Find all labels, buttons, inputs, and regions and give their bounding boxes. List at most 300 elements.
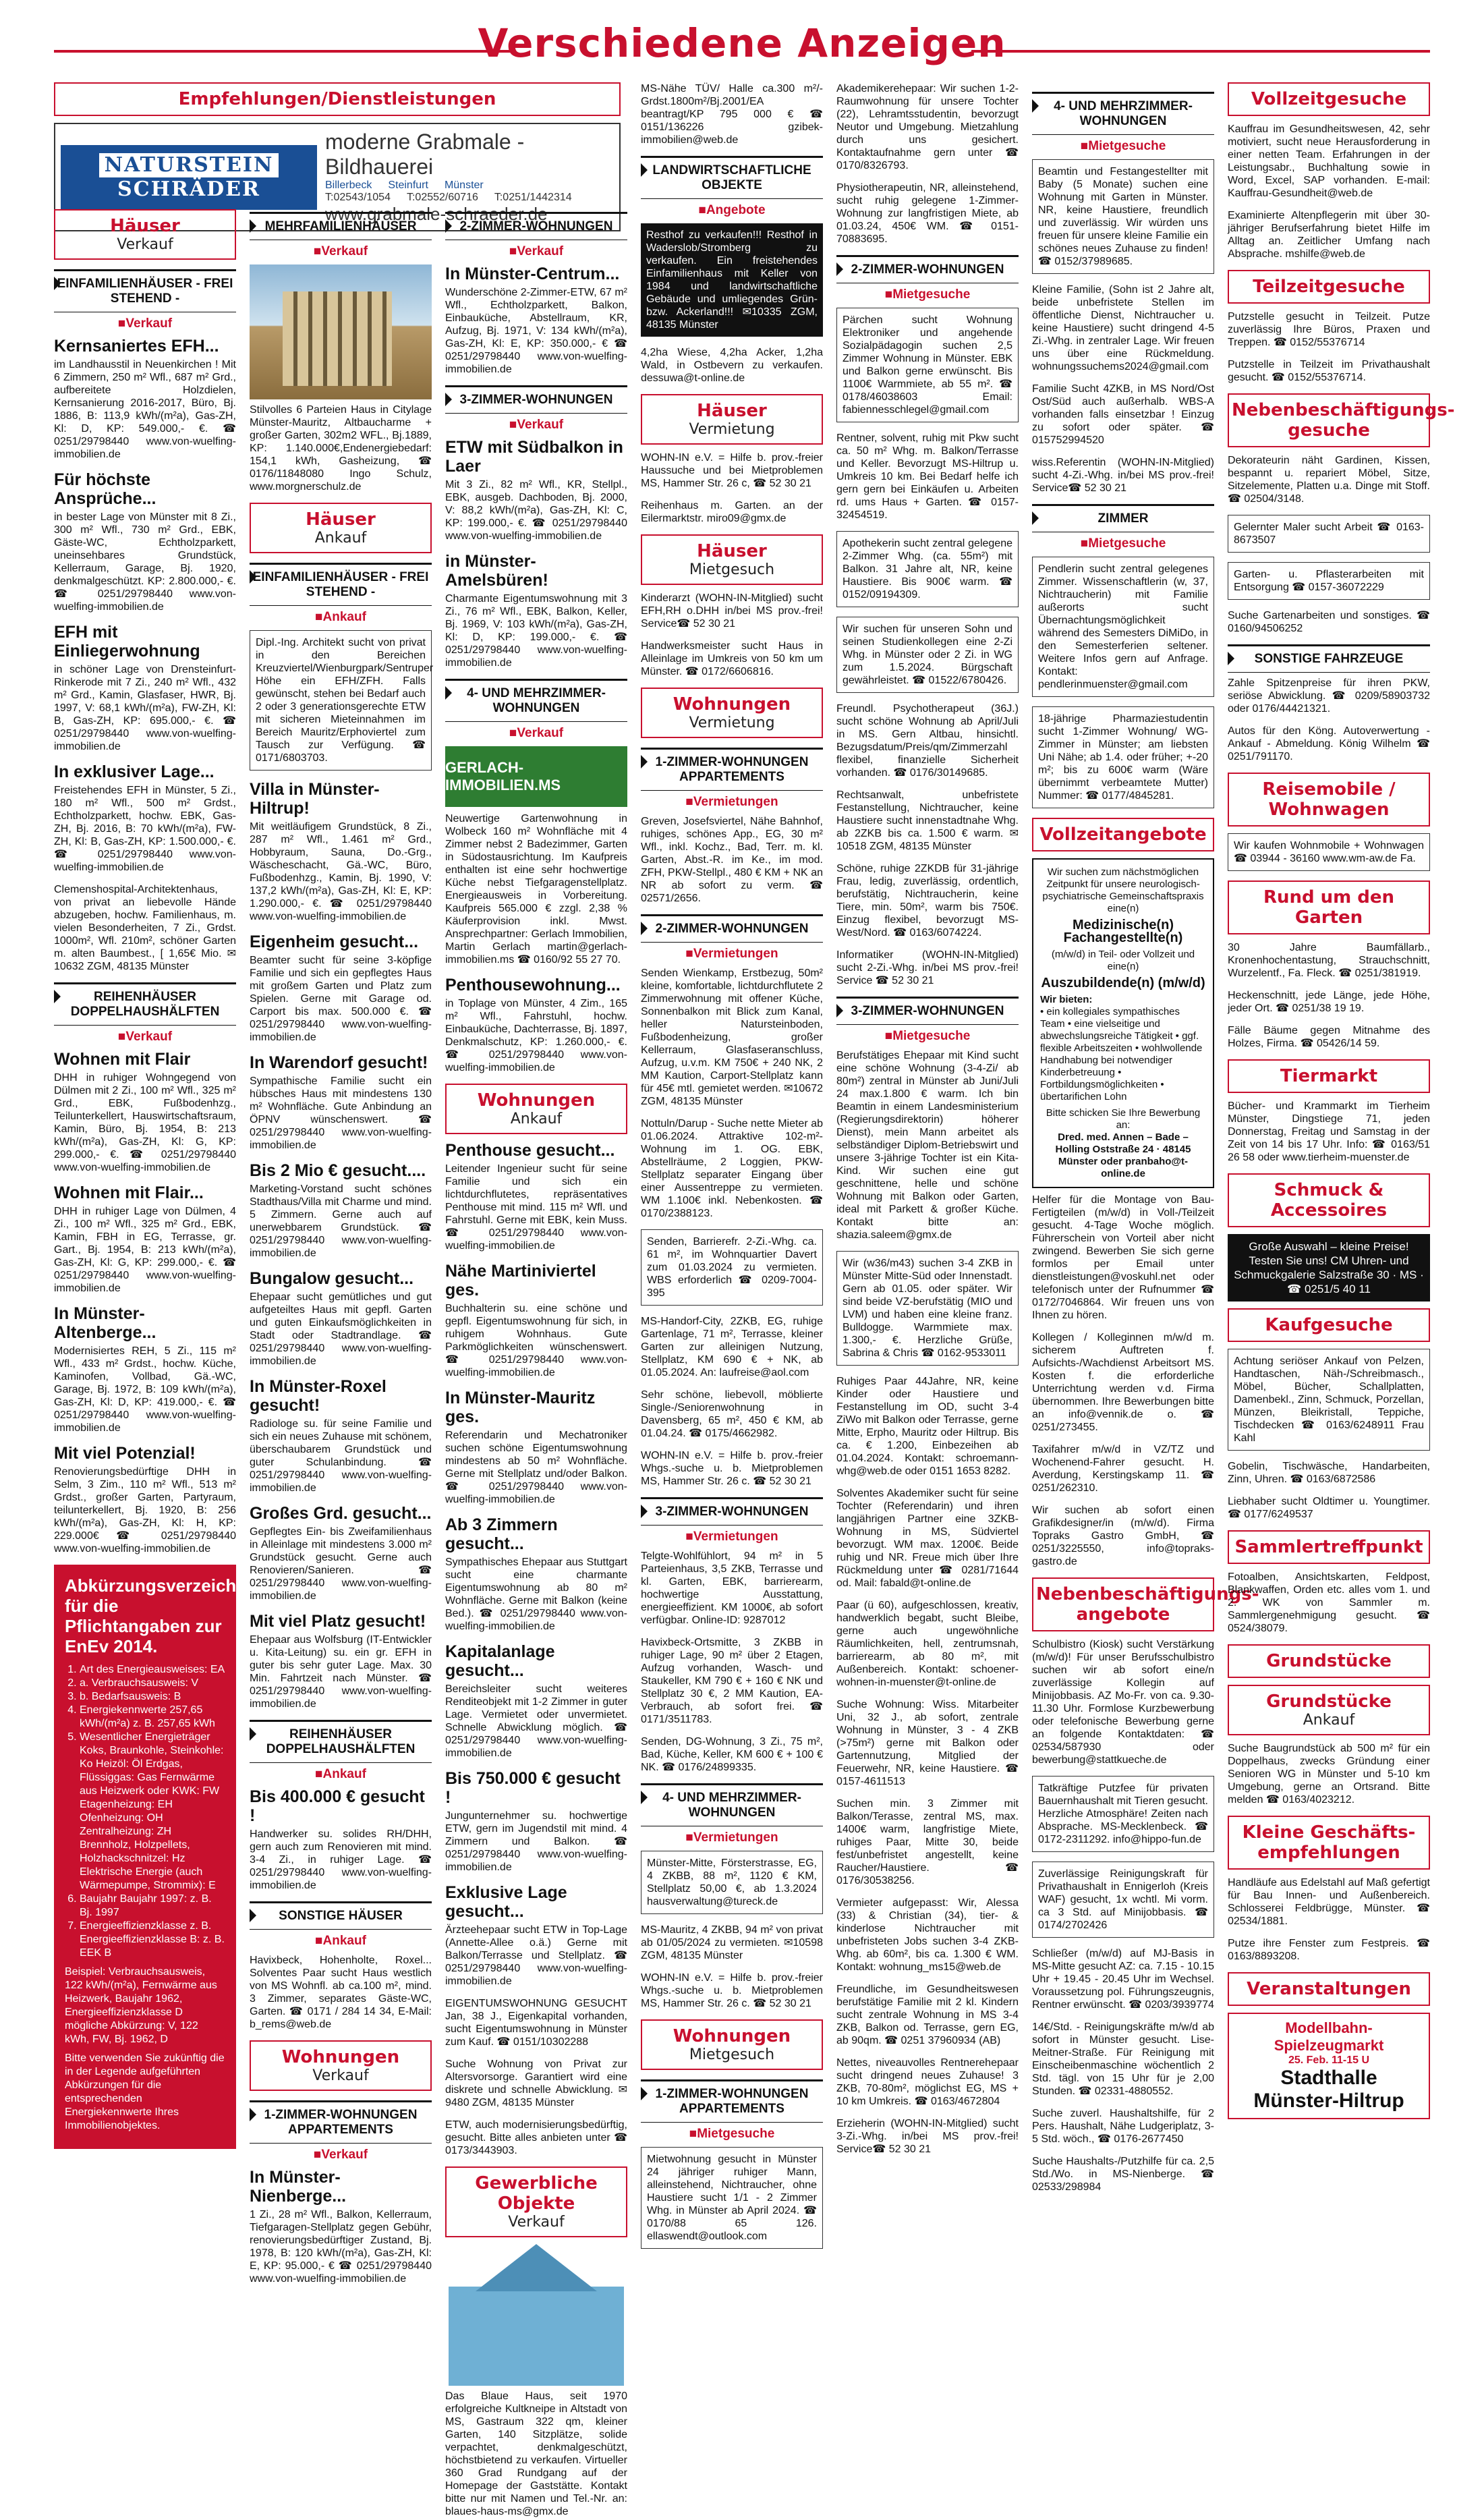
classified-ad — [836, 1599, 1019, 1689]
section-heading: EINFAMILIENHÄUSER - FREI STEHEND - — [54, 269, 236, 312]
ad-text: Ehepaar aus Wolfsburg (IT-Entwickler u. Kita-Leitung) su. ein gr. EFH in guter bis sehr guter Lage. Max. 30 Min. Fahrtzeit nach Münster. ☎ 0251/29798440 www.von-wuelfing-immobilien.de — [250, 1634, 432, 1710]
ad-text: Mietwohnung gesucht in Münster 24 jähriger ruhiger Mann, alleinstehend, Nichtraucher, ohne Haustiere sucht 1/1 - 2 Zimmer Whg. in Münster ab April 2024. ☎ 0170/88 65 126. ellaswendt@outlook.com — [647, 2154, 817, 2242]
ad-list — [641, 1851, 823, 2010]
classified-ad — [1032, 1194, 1214, 1322]
ad-text: Apothekerin sucht zentral gelegene 2-Zimmer Whg. (ca. 55m²) mit Balkon. 31 Jahre alt, NR, keine Haustiere. Bis 900€ warm. ☎ 0152/09194309. — [843, 538, 1012, 600]
classified-ad — [836, 617, 1019, 693]
ad-text: Bücher- und Krammarkt im Tierheim Münster, Dingstiege 71, jeden Donnerstag, Freitag und Samstag in der Zeit von 14 bis 17 Uhr. Info: ☎ 0163/51 26 58 oder www.tierheim-muenster.de — [1228, 1100, 1430, 1163]
ad-headline: Mit viel Potenzial! — [54, 1444, 196, 1463]
ad-text: Fotoalben, Ansichtskarten, Feldpost, Blankwaffen, Orden etc. alles vom 1. und 2. WK von Sammler m. Sammlergenehmigung gesucht. ☎ 0524/38079. — [1228, 1571, 1430, 1634]
ad-single — [641, 2147, 823, 2249]
classified-ad — [1032, 383, 1214, 447]
ad-text: Gobelin, Tischwäsche, Handarbeiten, Zinn, Uhren. ☎ 0163/6872586 — [1228, 1461, 1430, 1485]
recommendations-block — [54, 82, 621, 224]
ad-text: Leitender Ingenieur sucht für seine Familie und sich ein lichtdurchflutetes, repräsentatives Penthouse mit mind. 115 m² Wfl. und Fahrstuhl. Gerne mit EBK, kein Muss. ☎ 0251/29798440 www.von-wuelfing-immobilien.de — [445, 1163, 627, 1252]
classified-ad — [1032, 1504, 1214, 1568]
ad-text: Das Blaue Haus, seit 1970 erfolgreiche Kultkneipe in Altstadt von MS, Gastraum 322 qm, kleiner Garten, 140 Sitzplätze, solide verpachtet, denkmalgeschützt, höchstbietend zu verkaufen. Virtueller 360 Grad Rundgang auf der Homepage der Gaststätte. Kontakt bitte nur mit Namen und Tel.-Nr. an: blaues-haus-ms@gmx.de — [445, 2390, 627, 2517]
ad-headline: Mit viel Platz gesucht! — [250, 1612, 426, 1631]
classified-ad — [836, 789, 1019, 853]
campers-banner: Reisemobile / Wohnwagen — [1228, 773, 1430, 827]
classified-ad — [836, 1487, 1019, 1590]
classified-ad — [1228, 1495, 1430, 1521]
classified-ad — [1228, 562, 1430, 600]
ad-headline: In Münster-Roxel gesucht! — [250, 1377, 387, 1415]
classified-ad — [641, 2147, 823, 2249]
ad-list — [641, 592, 823, 678]
ad-headline: In Münster-Centrum... — [445, 264, 620, 283]
ad-text: 18-jährige Pharmaziestudentin sucht 1-Zimmer Wohnung/ WG-Zimmer in Münster; am liebsten Uni Nähe; ab 1.4. oder früher; +-20 m²; bis zu 600€ warm (Wäre übernimmt verbeamtete Mutter) Nummer: ☎ 0177/4845281. — [1038, 713, 1208, 802]
classified-ad — [445, 2390, 627, 2518]
ad-text: MS-Nähe TÜV/ Halle ca.300 m²/-Grdst.1800m²/Bj.2001/EA beantragt/KP 795 000 € ☎ 0151/136226 gzibek-immobilien@web.de — [641, 83, 823, 146]
ad-text: Informatiker (WOHN-IN-Mitglied) sucht 2-Zi.-Whg. in/bei MS prov.-frei! Service ☎ 52 30 21 — [836, 949, 1019, 986]
classified-ad — [1032, 1331, 1214, 1434]
ad-text: MS-Handorf-City, 2ZKB, EG, ruhige Gartenlage, 71 m², Terrasse, kleiner Garten zur alleinigen Nutzung, Stellplatz, KM 690 € + NK, ab 01.05.2024. An: laufreise@aol.com — [641, 1316, 823, 1378]
classified-ad — [1032, 1776, 1214, 1852]
section-heading: 2-ZIMMER-WOHNUNGEN — [836, 255, 1019, 283]
ad-text: Heckenschnitt, jede Länge, jede Höhe, jeder Ort. ☎ 0251/38 19 19. — [1228, 990, 1430, 1014]
ad-text: wiss.Referentin (WOHN-IN-Mitglied) sucht 4-Zi.-Whg. in/bei MS prov.-frei! Service☎ 52 30 21 — [1032, 457, 1214, 494]
classified-ad — [641, 1851, 823, 1914]
ad-text: Kinderarzt (WOHN-IN-Mitglied) sucht EFH,RH o.DHH in/bei MS prov.-frei! Service☎ 52 30 21 — [641, 592, 823, 630]
classified-ad — [1032, 1947, 1214, 2011]
ad-headline: EFH mit Einliegerwohnung — [54, 623, 200, 661]
ad-list — [445, 264, 627, 376]
classified-ad — [54, 762, 236, 874]
classified-ad — [1032, 1862, 1214, 1938]
properties-purchase-banner: Grundstücke Ankauf — [1228, 1685, 1430, 1735]
ad-text: Dekorateurin näht Gardinen, Kissen, bespannt u. repariert Möbel, Sitze, Sitzelemente, Platten u.a. Dinge mit Stoff. ☎ 02504/3148. — [1228, 455, 1430, 505]
ad-headline: Villa in Münster-Hiltrup! — [250, 780, 380, 818]
classified-ad — [1032, 2155, 1214, 2193]
ad-single — [445, 2119, 627, 2157]
classified-ad — [836, 82, 1019, 172]
ad-text: Kauffrau im Gesundheitswesen, 42, sehr motiviert, sucht neue Herausforderung in einer netten Team. Erfahrungen in der Leistungsabr., Buchhaltung sowie in Word, Excel, SAP vorhanden. E-mail: Kauffrau-Gesundheit@web.de — [1228, 123, 1430, 199]
ad-text: Suche zuverl. Haushaltshilfe, für 2 Pers. Haushalt, Nähe Ludgeriplatz, 3-5 Std. wöch., ☎ 0176-2677450 — [1032, 2108, 1214, 2145]
ad-text: Physiotherapeutin, NR, alleinstehend, sucht ruhig gelegene 1-Zimmer-Wohnung zur langfristigen Miete, ab 01.03.24, 450€ WM. ☎ 0151-70883695. — [836, 182, 1019, 245]
classified-ad — [641, 451, 823, 490]
events-banner: Veranstaltungen — [1228, 1972, 1430, 2006]
ad-headline: Bungalow gesucht... — [250, 1269, 414, 1288]
ad-text: Charmante Eigentumswohnung mit 3 Zi., 76 m² Wfl., EBK, Balkon, Keller, Bj. 1969, V: 103 kWh/(m²a), Gas-ZH, Kl: D, KP: 199.000,- €. ☎ 0251/29798440 www.von-wuelfing-immobilien.de — [445, 593, 627, 669]
classified-ad — [250, 1377, 432, 1494]
classified-ad — [1228, 1937, 1430, 1963]
ad-list — [641, 967, 823, 1488]
classified-ad — [641, 1550, 823, 1627]
ad-single — [250, 1787, 432, 1892]
ad-text: Putzstelle gesucht in Teilzeit. Putze zuverlässig Ihre Büros, Praxen und Treppen. ☎ 0152/55376714 — [1228, 311, 1430, 348]
ad-text: 30 Jahre Baumfällarb., Kronenhochentastung, Strauchschnitt, Wurzelentf., Fa. Fleck. ☎ 0251/381919. — [1228, 942, 1430, 979]
ad-list — [445, 1141, 627, 1988]
ad-headline: Großes Grd. gesucht... — [250, 1504, 432, 1523]
ad-text: Wunderschöne 2-Zimmer-ETW, 67 m² Wfl., Echtholzparkett, Balkon, Einbauküche, Abstellraum, KR, Aufzug, Bj. 1971, V: 134 kWh/(m²a), Gas-ZH, Kl: E, KP: 350.000,- € ☎ 0251/29798440 www.von-wuelfing-immobilien.de — [445, 287, 627, 375]
classified-ad — [445, 264, 627, 376]
ad-text: Wir suchen für unseren Sohn und seinen Studienkollegen eine 2-Zi Whg. in Münster oder 2 Zi. in WG zum 1.5.2024. Bürgschaft gewährleistet. ☎ 01522/6780426. — [843, 623, 1012, 686]
classified-ad — [836, 1983, 1019, 2047]
ad-text: in schöner Lage von Drensteinfurt-Rinkerode mit 7 Zi., 240 m² Wfl., 432 m² Grd., Kamin, Glasfaser, HWR, Bj. 1997, V: 68,1 kWh/(m²a), FW-ZH, Kl: B, Gas-ZH, KP: 695.000,- €. ☎ 0251/29798440 www.von-wuelfing-immobilien.de — [54, 664, 236, 752]
classified-ad — [641, 499, 823, 525]
ad-headline: Bis 2 Mio € gesucht.... — [250, 1161, 426, 1180]
ad-text: Havixbeck-Ortsmitte, 3 ZKBB in ruhiger Lage, 90 m² über 2 Etagen, Aufzug vorhanden, Wasch- und Staukeller, KM 790 € + 160 € NK und Stellplatz 30 €, 2 MM Kaution, EA-Verbrauch, ab sofort frei. ☎ 0171/3511783. — [641, 1637, 823, 1725]
ad-text: Nottuln/Darup - Suche nette Mieter ab 01.06.2024. Attraktive 102-m²-Wohnung im 1. OG. EBK, Abstellräume, 2 Loggien, PKW-Stellplatz separater Eingang über einer Aussentreppe zu vermieten. WM 1.100€ inkl. Nebenkosten. ☎ 0170/2388123. — [641, 1118, 823, 1219]
ad-headline: Wohnen mit Flair — [54, 1050, 191, 1069]
ad-text: Wir suchen ab sofort einen Grafikdesigner/in (m/w/d). Firma Topraks Gastro GmbH, ☎ 0251/3225550, info@topraks-gastro.de — [1032, 1505, 1214, 1567]
classified-ad — [1032, 283, 1214, 373]
ad-headline: Ab 3 Zimmern gesucht... — [445, 1515, 558, 1553]
classified-ad — [1228, 989, 1430, 1015]
ad-text: Clemenshospital-Architektenhaus, von privat an liebevolle Hände abzugeben, hochw. Familienhaus, m. vielen Besonderheiten, 7 Zi., Grdst. 1000m², Wfl. 210m², schöner Garten m. alten Baumbest., [ 1,65€ Mio. ✉10632 ZGM, 48135 Münster — [54, 884, 236, 972]
classified-ad — [836, 2057, 1019, 2108]
ad-text: MS-Mauritz, 4 ZKBB, 94 m² von privat ab 01/05/2024 zu vermieten. ✉10598 ZGM, 48135 Münster — [641, 1924, 823, 1961]
ad-text: Taxifahrer m/w/d in VZ/TZ und Wochenend-Fahrer gesucht. H. Averdung, Kerstingskamp 11. ☎ 0251/262310. — [1032, 1444, 1214, 1494]
classified-ad — [445, 2058, 627, 2109]
ad-single — [250, 2168, 432, 2285]
ad-list — [1228, 1876, 1430, 1963]
ad-headline: Exklusive Lage gesucht... — [445, 1883, 567, 1921]
section-tag: ■ Verkauf — [445, 726, 627, 741]
classified-ad — [54, 1050, 236, 1174]
abbreviations-example: Beispiel: Verbrauchsausweis, 122 kWh/(m²a), Fernwärme aus Heizwerk, Baujahr 1962, Energieeffizienzklasse D mögliche Abkürzung: V, 122 kWh, FW, Bj. 1962, D — [65, 1966, 217, 2045]
classified-ad — [1032, 159, 1214, 274]
classified-ad — [445, 1997, 627, 2048]
classified-ad — [445, 438, 627, 542]
section-heading: 4- UND MEHRZIMMER-WOHNUNGEN — [1032, 92, 1214, 135]
section-tag: ■ Verkauf — [54, 1030, 236, 1044]
section-tag: ■ Ankauf — [250, 610, 432, 625]
ad-text: Beamter sucht für seine 3-köpfige Familie und sich ein gepflegtes Haus mit großem Garten und Platz zum Spielen. Gerne mit Garage od. Carport bis max. 500.000 €. ☎ 0251/29798440 www.von-wuelfing-immobilien.de — [250, 955, 432, 1043]
ad-list — [54, 1050, 236, 1555]
model-train-market-ad[interactable]: Modellbahn-Spielzeugmarkt 25. Feb. 11-15 U Stadthalle Münster-Hiltrup — [1228, 2013, 1430, 2119]
blue-house-illustration — [449, 2244, 624, 2386]
classified-ad — [836, 1251, 1019, 1366]
ad-text: Akademikerehepaar: Wir suchen 1-2-Raumwohnung für unsere Tochter (22), Lehramtsstudentin, bevorzugt Neutor und Umgebung. Mietzahlung durch uns gesichert. Kontaktaufnahme gern unter ☎ 0170/8326793. — [836, 83, 1019, 171]
classified-ad — [641, 967, 823, 1108]
classified-ad — [1032, 706, 1214, 808]
column-1 — [54, 202, 262, 2131]
section-tag: ■ Vermietungen — [641, 1830, 823, 1845]
ad-headline: Bis 750.000 € gesucht ! — [445, 1769, 621, 1807]
ad-text: Kleine Familie, (Sohn ist 2 Jahre alt, beide unbefristete Stellen im öffentliche Dienst, Nichtraucher u. keine Haustiere) sucht dringend 4-5 Zi.-Whg. in zentraler Lage. Wir freuen uns über eine Rückmeldung. wohnungssuchems2024@gmail.com — [1032, 284, 1214, 372]
ad-headline: In exklusiver Lage... — [54, 762, 215, 781]
ad-text: Freundliche, im Gesundheitswesen berufstätige Familie mit 2 kl. Kindern sucht zentrale Wohnung in MS 3-4 ZKB, Balkon od. Terrasse, gern EG, ab 90qm. ☎ 0251 37960934 (AB) — [836, 1984, 1019, 2046]
classified-ad — [445, 1515, 627, 1633]
ad-single — [445, 2390, 627, 2518]
ad-text: Helfer für die Montage von Bau-Fertigteilen (m/w/d) in Voll-/Teilzeit gesucht. 4-Tage Woche möglich. Führerschein von Vorteil aber nicht zwingend. Bewerben Sie sich gerne formlos per Email unter dienstleistungen@voskuhl.net oder telefonisch unter der Rufnummer ☎ 0172/7046864. Wir freuen uns von Ihnen zu hören. — [1032, 1194, 1214, 1321]
collectors-banner: Sammlertreffpunkt — [1228, 1530, 1430, 1564]
ad-list — [836, 1049, 1019, 2156]
ad-headline: Eigenheim gesucht... — [250, 932, 419, 951]
classified-ad — [836, 862, 1019, 939]
section-tag: ■ Vermietungen — [641, 1530, 823, 1544]
ad-text: Pärchen sucht Wohnung Elektroniker und angehende Sozialpädagogin suchen 2,5 Zimmer Wohnung in Münster. EBK und Balkon gerne erwünscht. Bis 1100€ Warmmiete, ab 55 m². ☎ 0178/46038603 Email: fabiennesschlegel@gmail.com — [843, 314, 1012, 416]
section-heading: SONSTIGE HÄUSER — [250, 1901, 432, 1930]
classified-ad — [836, 1797, 1019, 1887]
section-tag: ■ Vermietungen — [641, 795, 823, 810]
classified-ad — [1228, 454, 1430, 505]
ad-text: Ruhiges Paar 44Jahre, NR, keine Kinder oder Haustiere und Festanstellung im OD, sucht 3-4 ZiWo mit Balkon oder Terrasse, gerne Mitte, Erpho, Mauritz oder Hiltrup. Bis ca. € 1.200, Einbezeihen ab 01.04.2024. Kontakt: schroemann-whg@web.de oder 0151 1653 8282. — [836, 1376, 1019, 1477]
ad-text: Rentner, solvent, ruhig mit Pkw sucht ca. 50 m² Whg. m. Balkon/Terrasse und Keller. Bevorzugt MS-Hiltrup u. Umkreis 10 km. Bei Bedarf helfe ich gern gern bei Einkäufen u. Arbeiten rd. ums Haus + Garten. ☎ 0157-32454519. — [836, 432, 1019, 521]
classified-ad — [250, 780, 432, 923]
classified-ad — [836, 181, 1019, 246]
column-2 — [250, 202, 434, 2285]
side-job-offers-banner: Nebenbeschäftigungs-angebote — [1032, 1577, 1214, 1631]
category-apartments-sale: Wohnungen Verkauf — [250, 2040, 432, 2091]
section-tag: ■ Verkauf — [250, 244, 432, 259]
section-heading: 1-ZIMMER-WOHNUNGEN APPARTEMENTS — [250, 2100, 432, 2144]
ad-text: Greven, Josefsviertel, Nähe Bahnhof, ruhiges, schönes App., EG, 30 m² Wfl., inkl. Kochz., Bad, Terr. m. kl. Garten, Abst.-R. im Ke., im mod. ZFH, PKW-Stellpl., 480 € KM + NK an NR ab sofort zu verm. ☎ 02571/2656. — [641, 816, 823, 904]
classified-ad — [445, 1141, 627, 1252]
ad-list — [1228, 1742, 1430, 1806]
classified-ad — [1228, 941, 1430, 980]
page-title: Verschiedene Anzeigen — [478, 20, 1006, 66]
ad-list — [445, 438, 627, 669]
classified-ad — [1032, 557, 1214, 697]
ad-text: Freistehendes EFH in Münster, 5 Zi., 180 m² Wfl., 500 m² Grdst., Echtholzparkett, hochw. EBK, Gas-ZH, Bj. 2016, B: 70 kWh/(m²a), FW-ZH, Kl: B, Gas-ZH, KP: 1.500.000,- €. ☎ 0251/29798440 www.von-wuelfing-immobilien.de — [54, 785, 236, 873]
ad-text: Suche Gartenarbeiten und sonstiges. ☎ 0160/94506252 — [1228, 610, 1430, 634]
section-heading: EINFAMILIENHÄUSER - FREI STEHEND - — [250, 563, 432, 606]
recommendations-banner: Empfehlungen/Dienstleistungen — [54, 82, 621, 116]
ad-headline: Wohnen mit Flair... — [54, 1183, 204, 1202]
abbreviations-title: Abkürzungsverzeichnis für die Pflichtangaben zur EnEv 2014. — [65, 1575, 262, 1656]
ad-text: Neuwertige Gartenwohnung in Wolbeck 160 m² Wohnfläche mit 4 Zimmer nebst 2 Badezimmer, Garten in Südostausrichtung. Im Kaufpreis enthalten ist eine sehr hochwertige Küche nebst Tiefgaragenstellplatz. Energieausweis in Vorbereitung. Kaufpreis 565.000 € zzgl. 2,38 % Käuferprovision inkl. Mwst. Ansprechpartner: Gerlach Immobilien, Martin Gerlach martin@gerlach-immobilien.ms ☎ 0160/92 55 27 70. — [445, 813, 627, 966]
classified-ad — [445, 1389, 627, 1506]
ad-text: Putze ihre Fenster zum Festpreis. ☎ 0163/8893208. — [1228, 1938, 1430, 1962]
classified-ad — [1228, 1024, 1430, 1050]
section-heading: 4- UND MEHRZIMMER-WOHNUNGEN — [641, 1783, 823, 1826]
classified-ad — [250, 1787, 432, 1892]
ad-text: Freundl. Psychotherapeut (36J.) sucht schöne Wohnung ab April/Juli in MS. Gern Altbau, hinsichtl. Bezugsdatum/Preis/qm/Zimmerzahl flexibel, finanzielle Sicherheit vorhanden. ☎ 0176/30149685. — [836, 703, 1019, 779]
ad-text: Jungunternehmer su. hochwertige ETW, gern im Jugendstil mit mind. 4 Zimmern und Balkon. ☎ 0251/29798440 www.von-wuelfing-immobilien.de — [445, 1810, 627, 1873]
ad-headline: In Münster-Nienberge... — [250, 2168, 347, 2206]
section-heading: REIHENHÄUSER DOPPELHAUSHÄLFTEN — [250, 1720, 432, 1763]
column-6 — [1032, 82, 1259, 2193]
category-apartments-wanted: Wohnungen Mietgesuch — [641, 2019, 823, 2070]
ad-text: Schöne, ruhige 2ZKDB für 31-jährige Frau, ledig, zuverlässig, ordentlich, berufstätig, Nichtraucherin, keine Tiere, min. 50m², warm bis 750€. Einzug flexibel, bevorzugt MS-West/Nord. ☎ 0163/6074224. — [836, 863, 1019, 939]
ad-text: Gelernter Maler sucht Arbeit ☎ 0163-8673507 — [1234, 522, 1424, 546]
classified-ad — [836, 308, 1019, 422]
ad-text: Bereichsleiter sucht weiteres Renditeobjekt mit 1-2 Zimmer in guter Lage. Vermietet oder unvermietet. Schnelle Abwicklung möglich. ☎ 0251/29798440 www.von-wuelfing-immobilien.de — [445, 1683, 627, 1759]
ad-single — [250, 1954, 432, 2031]
section-heading: 3-ZIMMER-WOHNUNGEN — [445, 385, 627, 414]
classified-ad — [641, 346, 823, 385]
ad-text: Sehr schöne, liebevoll, möblierte Single-/Seniorenwohnung in Davensberg, 65 m², 450 € KM, ab 01.04.24. ☎ 0175/4662982. — [641, 1389, 823, 1439]
classified-ad — [1032, 1638, 1214, 1766]
classified-ad — [1228, 833, 1430, 871]
classified-ad — [250, 1504, 432, 1602]
jewelry-gallery-ad: Große Auswahl – kleine Preise! Testen Sie uns! CM Uhren- und Schmuckgalerie Salzstraße 30 · MS · ☎ 0251/5 40 11 — [1228, 1234, 1430, 1302]
ad-text: Havixbeck, Hohenholte, Roxel... Solventes Paar sucht Haus westlich von MS Wohnfl. ab ca.100 m², mind. 3 Zimmer, separates Gäste-WC, Garten. ☎ 0171 / 284 14 34, E-Mail: b_rems@web.de — [250, 1955, 432, 2030]
ad-headline: Penthouse gesucht... — [445, 1141, 615, 1160]
abbreviation-item: 3. b. Bedarfsausweis: B — [80, 1690, 225, 1704]
ad-text: Telgte-Wohlfühlort, 94 m² in 5 Parteienhaus, 3,5 ZKB, Terrasse und kl. Garten, EBK, barrierearm, hochwertige Ausstattung, energieeffizient. KM 1000€, ab sofort verfügbar. Online-ID: 9287012 — [641, 1550, 823, 1626]
ad-text: Achtung seriöser Ankauf von Pelzen, Handtaschen, Näh-/Schreibmasch., Möbel, Bücher, Schallplatten, Damenbekl., Zinn, Schmuck, Porzellan, Münzen, Bleikristall, Teppiche, Tischdecken ☎ 0163/6248911 Frau Kahl — [1234, 1355, 1424, 1444]
classified-ad — [641, 82, 823, 146]
practice-job-ad: Wir suchen zum nächstmöglichen Zeitpunkt für unsere neurologisch-psychiatrische Gemeinschaftspraxis eine(n) Medizinische(n) Fachangestellte(n) (m/w/d) in Teil- oder Vollzeit und eine(n) Auszubildende(n) (m/w/d) Wir bieten: • ein kollegiales sympathisches Team • eine vielseitige und abwechslungsreiche Tätigkeit • ggf. flexible Arbeitszeiten • wohlwollende Handhabung bei notwendiger Kinderbetreuung • Fortbildungsmöglichkeiten • übertarifichen Lohn Bitte schicken Sie Ihre Bewerbung an: Dred. med. Annen – Bade – Holling Oststraße 24 · 48145 Münster oder pranbaho@t-online.de — [1032, 858, 1214, 1188]
ad-text: Wir (w36/m43) suchen 3-4 ZKB in Münster Mitte-Süd oder Innenstadt. Gern ab 01.05. oder später. Wir sind beide VZ-berufstätig (MIO und LVM) und haben eine kleine franz. Bulldogge. Warmmiete max. 1.300,- €. Herzliche Grüße, Sabrina & Chris ☎ 0162-9533011 — [843, 1258, 1012, 1359]
classified-ad — [1228, 1349, 1430, 1451]
classified-ad — [250, 1612, 432, 1710]
gerlach-logo: GERLACH- IMMOBILIEN.MS — [445, 746, 627, 807]
schraeder-logo: NATURSTEIN SCHRÄDER — [61, 145, 317, 210]
ad-text: Reihenhaus m. Garten. an der Eilermarktstr. miro09@gmx.de — [641, 500, 823, 524]
ad-text: Paar (ü 60), aufgeschlossen, kreativ, handwerklich begabt, sucht Bleibe, gerne auch ungewöhnliche Räumlichkeiten, hell, zentrumsnah, barrierearm, ab 80 m², mit Außenbereich. Kontakt: schoener-wohnen-in-muenster@t-online.de — [836, 1600, 1019, 1688]
section-tag: ■ Mietgesuche — [641, 2127, 823, 2142]
ad-text: Senden, Barrierefr. 2-Zi.-Whg. ca. 61 m², im Wohnquartier Davert zum 01.03.2024 zu vermieten. WBS erforderlich ☎ 0209-7004-395 — [647, 1236, 817, 1299]
ad-text: Mit 3 Zi., 82 m² Wfl., KR, Stellpl., EBK, ausgeb. Dachboden, Bj. 2000, V: 88,2 kWh/(m²a), Gas-ZH, Kl: C, KP: 199.000,- €. ☎ 0251/29798440 www.von-wuelfing-immobilien.de — [445, 479, 627, 542]
section-tag: ■ Mietgesuche — [1032, 139, 1214, 154]
ad-text: Ehepaar sucht gemütliches und gut aufgeteiltes Haus mit gepfl. Garten und guten Einkaufsmöglichkeiten in Stadt oder Stadtrandlage. ☎ 0251/29798440 www.von-wuelfing-immobilien.de — [250, 1291, 432, 1367]
classified-ad — [1228, 310, 1430, 349]
classified-ad — [641, 1315, 823, 1379]
classified-ad — [836, 2117, 1019, 2156]
ad-list — [641, 1550, 823, 1774]
classified-ad — [1228, 515, 1430, 553]
jewelry-banner: Schmuck & Accessoires — [1228, 1173, 1430, 1227]
ad-text: Münster-Mitte, Försterstrasse, EG, 4 ZKBB, 88 m², 1120 € KM, Stellplatz 50,00 €, ab 1.3.2024 hausverwaltung@tureck.de — [647, 1857, 817, 1907]
classified-ad — [1032, 2021, 1214, 2098]
ad-text: Senden Wienkamp, Erstbezug, 50m² kleine, komfortable, lichtdurchflutete 2 Zimmerwohnung mit offener Küche, Sonnenbalkon mit Blick zum Kanal, heller Natursteinboden, Fußbodenheizung, großer Kellerraum, Glasfaseranschluss, Aufzug, u.v.m. KM 750€ + 240 NK, 2 MM Kaution, Carport-Stellplatz kann für 45€ mtl. gemietet werden. ✉10672 ZGM, 48135 Münster — [641, 968, 823, 1107]
classified-ad — [445, 2119, 627, 2157]
ad-text: EIGENTUMSWOHNUNG GESUCHT Jan, 38 J., Eigenkapital vorhanden, sucht Eigentumswohnung in Münster zum Kauf. ☎ 0151/10302288 — [445, 1998, 627, 2048]
abbreviation-item: 6. Baujahr Baujahr 1997: z. B. Bj. 1997 — [80, 1893, 225, 1920]
classified-ad — [641, 640, 823, 678]
ad-text: Solventes Akademiker sucht für seine Tochter (Referendarin) und ihren langjährigen Partner eine 3ZKB-Wohnung in MS, Südviertel bevorzugt. WM max. 1200€. Beide ruhig und NR. Freue mich über Ihre Rückmeldung unter ☎ 0281/71644 od. Mail: fabald@t-online.de — [836, 1488, 1019, 1589]
abbreviation-item: 5. Wesentlicher Energieträger Koks, Braunkohle, Steinkohle: Ko Heizöl: Öl Erdgas, Flüssiggas: Gas Fernwärme aus Heizwerk oder KWK: FW Etagenheizung: EH Ofenheizung: OH Zentralheizung: ZH Brennholz, Holzpellets, Holzhackschnitzel: Hz Elektrische Energie (auch Wärmepumpe, Strommix): E — [80, 1731, 225, 1893]
classified-ad — [54, 1183, 236, 1295]
section-tag: ■ Mietgesuche — [1032, 536, 1214, 551]
classified-ad — [1228, 609, 1430, 635]
category-commercial: Gewerbliche Objekte Verkauf — [445, 2166, 627, 2237]
classified-ad — [1228, 1460, 1430, 1486]
classified-ad — [250, 932, 432, 1044]
ad-text: ETW, auch modernisierungsbedürftig, gesucht. Bitte alles anbieten unter ☎ 0173/3443903. — [445, 2119, 627, 2156]
classified-ad — [445, 1883, 627, 1988]
ad-text: Tatkräftige Putzfee für privaten Bauernhaushalt mit Tieren gesucht. Herzliche Atmosphäre! Zeiten nach Absprache. MS-Mecklenbeck. ☎ 0172-2311292. info@hippo-fun.de — [1038, 1783, 1208, 1845]
classified-ad — [1228, 1742, 1430, 1806]
classified-ad — [836, 1375, 1019, 1478]
ad-list — [1228, 1349, 1430, 1521]
classified-ad — [250, 1269, 432, 1368]
ad-headline: Bis 400.000 € gesucht ! — [250, 1787, 425, 1825]
classified-ad — [1228, 725, 1430, 763]
ad-text: Senden, DG-Wohnung, 3 Zi., 75 m², Bad, Küche, Keller, KM 600 € + 100 € NK. ☎ 0176/24899335. — [641, 1736, 823, 1773]
building-photo — [250, 264, 432, 399]
section-heading: SONSTIGE FAHRZEUGE — [1228, 644, 1430, 673]
ad-text: 4,2ha Wiese, 4,2ha Acker, 1,2ha Wald, in Ostbevern zu verkaufen. dessuwa@t-online.de — [641, 347, 823, 384]
schraeder-info: moderne Grabmale - Bildhauerei Billerbeck Steinfurt Münster T:02543/1054 T:02552/60716 T:0251/1442314 www.grabmale-schraeder.de — [325, 130, 572, 224]
classified-ad — [641, 1971, 823, 2010]
section-heading: 3-ZIMMER-WOHNUNGEN — [836, 997, 1019, 1025]
classified-ad — [836, 1897, 1019, 1974]
ad-text: 1 Zi., 28 m² Wfl., Balkon, Kellerraum, Tiefgaragen-Stellplatz gegen Gebühr, renovierungsbedürftiger Zustand, Bj. 1978, B: 120 kWh/(m²a), Gas-ZH, Kl: E, KP: 95.000,- € ☎ 0251/29798440 www.von-wuelfing-immobilien.de — [250, 2209, 432, 2285]
section-heading: 4- UND MEHRZIMMER-WOHNUNGEN — [445, 679, 627, 722]
ad-headline: Kapitalanlage gesucht... — [445, 1642, 555, 1680]
classified-ad — [445, 976, 627, 1074]
ad-headline: ETW mit Südbalkon in Laer — [445, 438, 623, 476]
ad-text: Putzstelle in Teilzeit im Privathaushalt gesucht. ☎ 0152/55376714. — [1228, 359, 1430, 383]
ad-text: Zuverlässige Reinigungskraft für Privathaushalt in Ennigerloh (Kreis WAF) gesucht, 1x wchtl. Mi vorm. ca 3 Std. auf Minijobbasis. ☎ 0174/2702426 — [1038, 1868, 1208, 1931]
classified-ad — [1228, 358, 1430, 384]
full-time-offers-banner: Vollzeitangebote — [1032, 818, 1214, 851]
ad-single — [641, 346, 823, 385]
ad-text: Vermieter aufgepasst: Wir, Alessa (33) & Christian (34), tier- & kinderlose Nichtraucher mit unbefristeten Jobs suchen 3-4 ZKB-Whg. ab 60m², bis ca. 1.300 € WM. Kontakt: wohnung_ms15@web.de — [836, 1897, 1019, 1973]
ad-text: Beamtin und Festangestellter mit Baby (5 Monate) suchen eine Wohnung mit Garten in Münster. NR, keine Haustiere, freundlich und zuverlässig. Wir würden uns freuen für unsere kleine Familie ein schönes neues Zuhause zu finden! ☎ 0152/37989685. — [1038, 166, 1208, 267]
classified-ad — [445, 812, 627, 966]
classified-ad — [54, 1444, 236, 1555]
ad-list — [1032, 1638, 1214, 2193]
ad-list — [641, 815, 823, 905]
ad-text: Fälle Bäume gegen Mitnahme des Holzes, Firma. ☎ 05426/14 59. — [1228, 1025, 1430, 1049]
ad-text: Mit weitläufigem Grundstück, 8 Zi., 287 m² Wfl., 1.461 m² Grd., Hobbyraum, Sauna, Do.-Grg., Wäscheschacht, Gä.-WC, Büro, Fußbodenhzg., Kamin, Bj. 1990, V: 137,2 kWh/(m²a), Gas-ZH, Kl: E, KP: 1.290.000,- €. ☎ 0251/29798440 www.von-wuelfing-immobilien.de — [250, 821, 432, 922]
properties-banner: Grundstücke — [1228, 1644, 1430, 1678]
ad-text: Handwerker su. solides RH/DHH, gern auch zum Renovieren mit mind. 3-4 Zi., in ruhiger Lage. ☎ 0251/29798440 www.von-wuelfing-immobilien.de — [250, 1828, 432, 1891]
classified-ad — [1228, 1571, 1430, 1635]
category-apartments-rent: Wohnungen Vermietung — [641, 688, 823, 738]
ad-text: Schulbistro (Kiosk) sucht Verstärkung (m/w/d)! Für unser Berufsschulbistro suchen wir ab sofort eine/n zuverlässige Kollegin auf Minijobbasis. AZ Mo-Fr. von ca. 9.30-11.30 Uhr. Formlose Kurzbewerbung oder telefonische Bewerbung gerne an folgende Kontaktdaten: ☎ 02534/587930 oder bewerbung@stattkueche.de — [1032, 1639, 1214, 1766]
purchase-wanted-banner: Kaufgesuche — [1228, 1308, 1430, 1342]
ad-text: Schließer (m/w/d) auf MJ-Basis in MS-Mitte gesucht AZ: ca. 7.15 - 10.15 Uhr + 19.45 - 20.45 Uhr im Wechsel. Voraussetzung pol. Führungszeugnis, Rentner erwünscht. ☎ 0203/3939774 — [1032, 1948, 1214, 2011]
ad-text: Suche Wohnung: Wiss. Mitarbeiter Uni, 32 J., ab sofort, zentrale Wohnung in Münster, 3 - 4 ZKB (>75m²) gerne mit Balkon oder Gartennutzung, Mitglied der Feuerwehr, NR, keine Haustiere. ☎ 0157-4611513 — [836, 1699, 1019, 1787]
part-time-wanted-banner: Teilzeitgesuche — [1228, 270, 1430, 304]
ad-headline: Nähe Martiniviertel ges. — [445, 1262, 596, 1299]
classified-ad — [1228, 1100, 1430, 1164]
section-heading: LANDWIRTSCHAFTLICHE OBJEKTE — [641, 156, 823, 199]
ad-list — [1032, 1194, 1214, 1568]
ad-text: Ärzteehepaar sucht ETW in Top-Lage (Annette-Allee o.ä.) Gerne mit Balkon/Terrasse und Stellplatz. ☎ 0251/29798440 www.von-wuelfing-immobilien.de — [445, 1924, 627, 1987]
ad-list — [1032, 557, 1214, 808]
classified-ad — [641, 815, 823, 905]
classified-ad — [445, 1769, 627, 1874]
classified-ad — [54, 623, 236, 753]
ad-text: Wir kaufen Wohnmobile + Wohnwagen ☎ 03944 - 36160 www.wm-aw.de Fa. — [1234, 840, 1424, 864]
ad-text: Nettes, niveauvolles Rentnerehepaar sucht dringend neues Zuhause! 3 ZKB, 70-80m², möglichst EG, MS + 10 km Umkreis. ☎ 0163/4672804 — [836, 2057, 1019, 2107]
ad-headline: Kernsaniertes EFH... — [54, 337, 219, 356]
ad-text: Modernisiertes REH, 5 Zi., 115 m² Wfl., 433 m² Grdst., hochw. Küche, Kaminofen, Vollbad, Gä.-WC, Garage, Bj. 1972, B: 109 kWh/(m²a), Gas-ZH, Kl: D, KP: 419.000,- €. ☎ 0251/29798440 www.von-wuelfing-immobilien.de — [54, 1345, 236, 1434]
ad-text: in Toplage von Münster, 4 Zim., 165 m² Wfl., Fahrstuhl, hochw. Einbauküche, Dachterrasse, Bj. 1897, Denkmalschutz, KP: 1.260.000,- €. ☎ 0251/29798440 www.von-wuelfing-immobilien.de — [445, 998, 627, 1073]
classified-ad — [250, 1161, 432, 1260]
abbreviation-item: 1. Art des Energieausweises: EA — [80, 1663, 225, 1677]
classified-ad — [641, 1735, 823, 1774]
side-job-wanted-banner: Nebenbeschäftigungs-gesuche — [1228, 393, 1430, 447]
abbreviations-list — [65, 1663, 225, 1960]
ad-text: Stilvolles 6 Parteien Haus in Citylage Münster-Mauritz, Altbaucharme + großer Garten, 302m2 WFL., Bj.1889, KP: 1.140.000€,Endenergiebedarf: 154,1 kWh, Gasheizung, ☎ 0176/11848080 Ingo Schulz, www.morgnerschulz.de — [250, 404, 432, 493]
ad-list — [1228, 310, 1430, 384]
category-houses-sale: Häuser Verkauf — [54, 209, 236, 260]
classified-ad — [54, 470, 236, 613]
category-houses-purchase: Häuser Ankauf — [250, 503, 432, 553]
ad-text: in bester Lage von Münster mit 8 Zi., 300 m² Wfl., 730 m² Grd., EBK, Gäste-WC, Echtholzparkett, uneinsehbares Grundstück, Kellerraum, Garage, Bj. 1920, denkmalgeschützt. KP: 2.800.000,- €. ☎ 0251/29798440 www.von-wuelfing-immobilien.de — [54, 511, 236, 613]
classified-ad — [641, 1229, 823, 1306]
ad-text: Berufstätiges Ehepaar mit Kind sucht eine schöne Wohnung (3-4-Zi/ ab 80m²) zentral in Münster ab Juni/Juli 24 max.1.800 € warm. Ich bin Beamtin in einem Landesministerium (Regierungsdirektorin) höherer Dienst), mein Mann arbeitet als selbständiger Diplom-Betriebswirt und unsere 3-jährige Tochter ist ein Kita-Kind. Wir suchen eine gut geschnittene, helle und schöne Wohnung mit Balkon oder Garten, ideal mit Parkett & großer Küche. Kontakt bitte an: shazia.saleem@gmx.de — [836, 1050, 1019, 1241]
ad-list — [1228, 454, 1430, 635]
ad-list — [250, 630, 432, 1710]
classified-ad — [54, 337, 236, 461]
classified-ad — [836, 702, 1019, 779]
ad-text: Gepflegtes Ein- bis Zweifamilienhaus in Alleinlage mit mindestens 3.000 m² Grundstück gesucht. Gerne auch Renovieren/Sanieren. ☎ 0251/29798440 www.von-wuelfing-immobilien.de — [250, 1526, 432, 1602]
section-tag: ■ Ankauf — [250, 1767, 432, 1782]
ad-list — [54, 337, 236, 973]
section-heading: 1-ZIMMER-WOHNUNGEN APPARTEMENTS — [641, 2079, 823, 2123]
section-tag: ■ Angebote — [641, 203, 823, 218]
ad-list — [836, 308, 1019, 987]
section-tag: ■ Verkauf — [445, 244, 627, 259]
classified-ad — [250, 2168, 432, 2285]
classified-ad — [445, 1642, 627, 1760]
section-tag: ■ Verkauf — [54, 316, 236, 331]
section-heading: 2-ZIMMER-WOHNUNGEN — [445, 212, 627, 240]
full-time-wanted-banner: Vollzeitgesuche — [1228, 82, 1430, 116]
ad-text: Rechtsanwalt, unbefristete Festanstellung, Nichtraucher, keine Haustiere sucht innenstadtnahe Whg. ab 2ZKB bis ca. 1.500 € warm. ✉10518 ZGM, 48135 Münster — [836, 789, 1019, 852]
ad-list — [1228, 833, 1430, 871]
